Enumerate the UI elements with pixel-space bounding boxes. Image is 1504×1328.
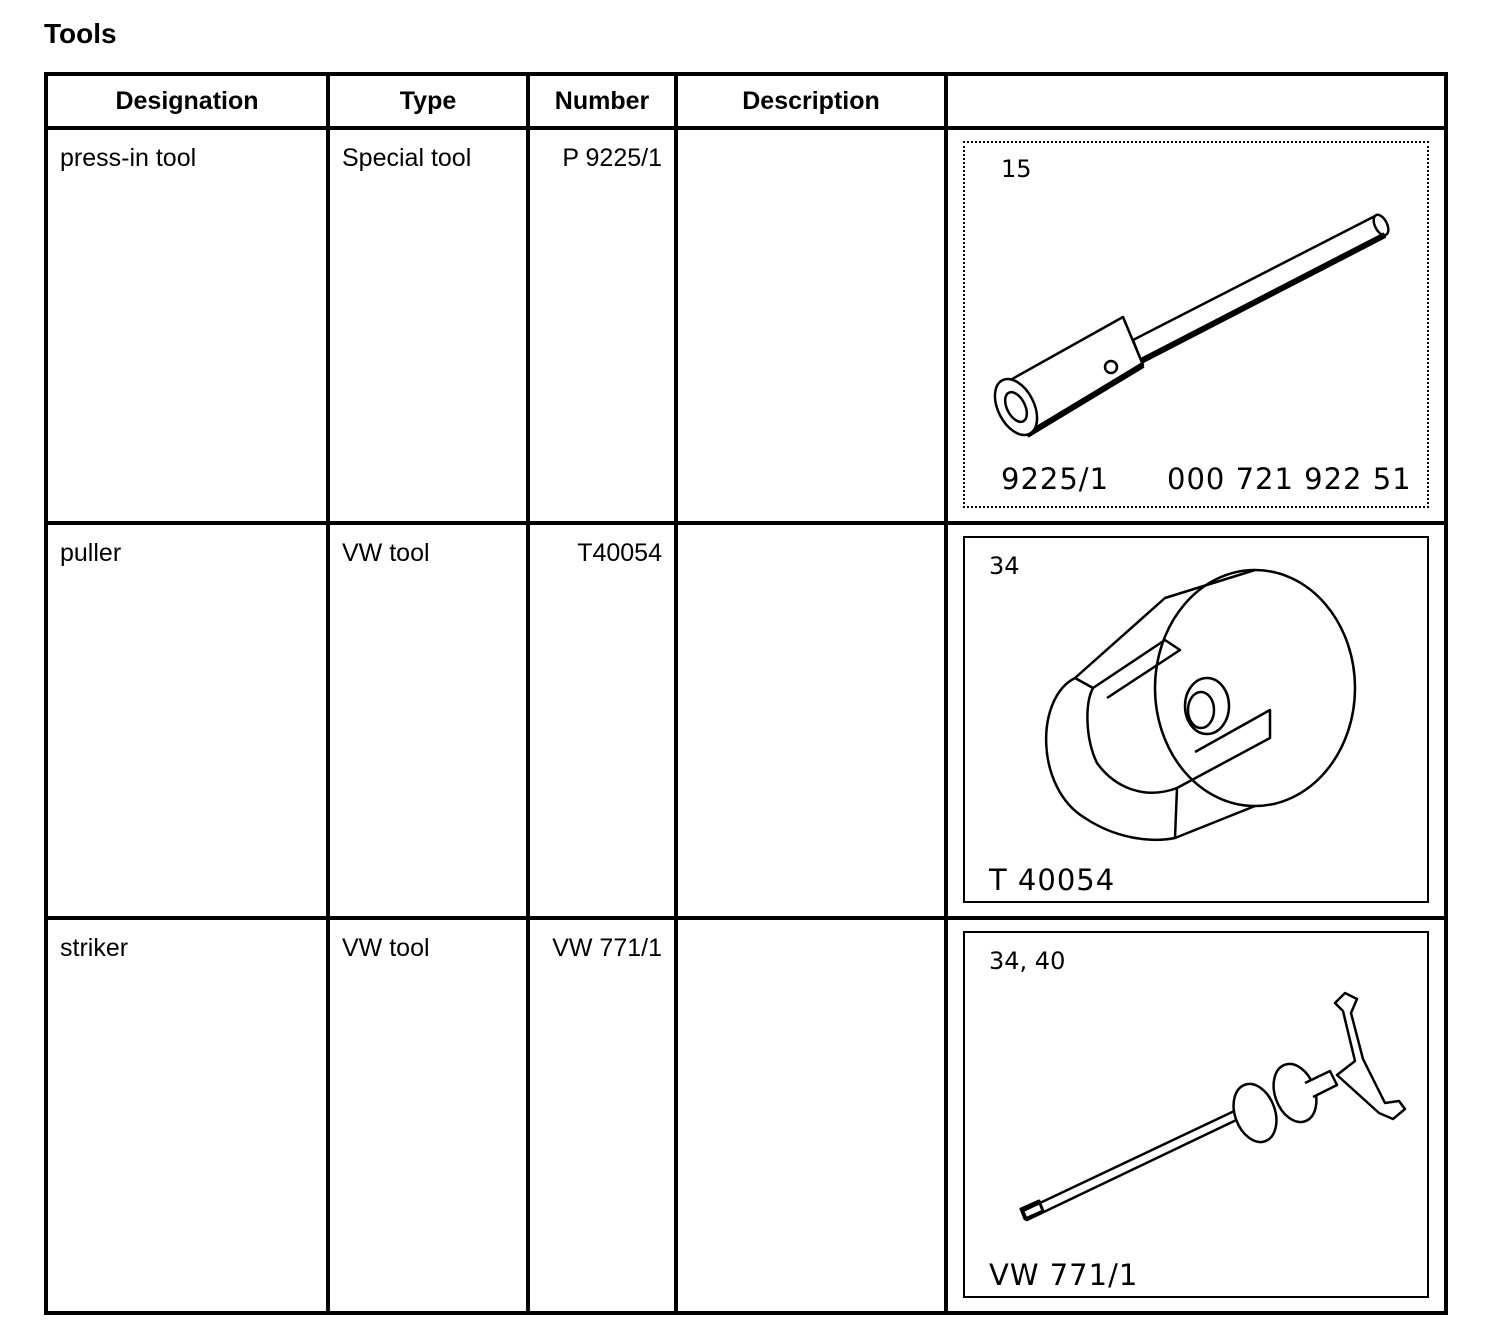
puller-icon (965, 538, 1421, 901)
figure-part-number: 000 721 922 51 (1167, 462, 1412, 496)
type-text: VW tool (342, 539, 430, 567)
type-text: Special tool (342, 144, 472, 172)
table-row (46, 128, 1446, 523)
table-row (46, 918, 1446, 1313)
designation-text: puller (60, 539, 122, 567)
header-figure (946, 74, 1446, 128)
striker-icon (965, 933, 1421, 1296)
figure-code: T 40054 (989, 863, 1116, 897)
tool-figure (963, 536, 1429, 903)
number-text: T40054 (577, 539, 662, 567)
designation-text: press-in tool (60, 144, 197, 172)
type-cell (328, 523, 528, 918)
figure-cell (946, 128, 1446, 523)
type-cell (328, 918, 528, 1313)
figure-code: VW 771/1 (989, 1258, 1139, 1292)
tool-figure (963, 931, 1429, 1298)
description-text (678, 130, 944, 144)
figure-index: 15 (1001, 155, 1032, 183)
description-cell (676, 523, 946, 918)
header-type: Type (328, 74, 528, 128)
header-designation: Designation (46, 74, 328, 128)
figure-cell (946, 918, 1446, 1313)
page-title: Tools (44, 18, 117, 49)
type-cell (328, 128, 528, 523)
number-text: VW 771/1 (552, 934, 662, 962)
figure-index: 34 (989, 552, 1020, 580)
number-text: P 9225/1 (562, 144, 662, 172)
tool-figure (963, 141, 1429, 508)
designation-text: striker (60, 934, 129, 962)
number-cell (528, 918, 676, 1313)
description-text (678, 525, 944, 539)
header-description: Description (676, 74, 946, 128)
figure-cell (946, 523, 1446, 918)
table-row (46, 523, 1446, 918)
header-number: Number (528, 74, 676, 128)
description-cell (676, 918, 946, 1313)
designation-cell (46, 918, 328, 1313)
figure-code: 9225/1 (1001, 462, 1110, 496)
table-header-row (46, 74, 1446, 128)
number-cell (528, 128, 676, 523)
press-in-tool-icon (965, 143, 1421, 506)
number-cell (528, 523, 676, 918)
designation-cell (46, 523, 328, 918)
description-cell (676, 128, 946, 523)
type-text: VW tool (342, 934, 430, 962)
description-text (678, 920, 944, 934)
designation-cell (46, 128, 328, 523)
figure-index: 34, 40 (989, 947, 1066, 975)
tools-table (44, 72, 1448, 1315)
